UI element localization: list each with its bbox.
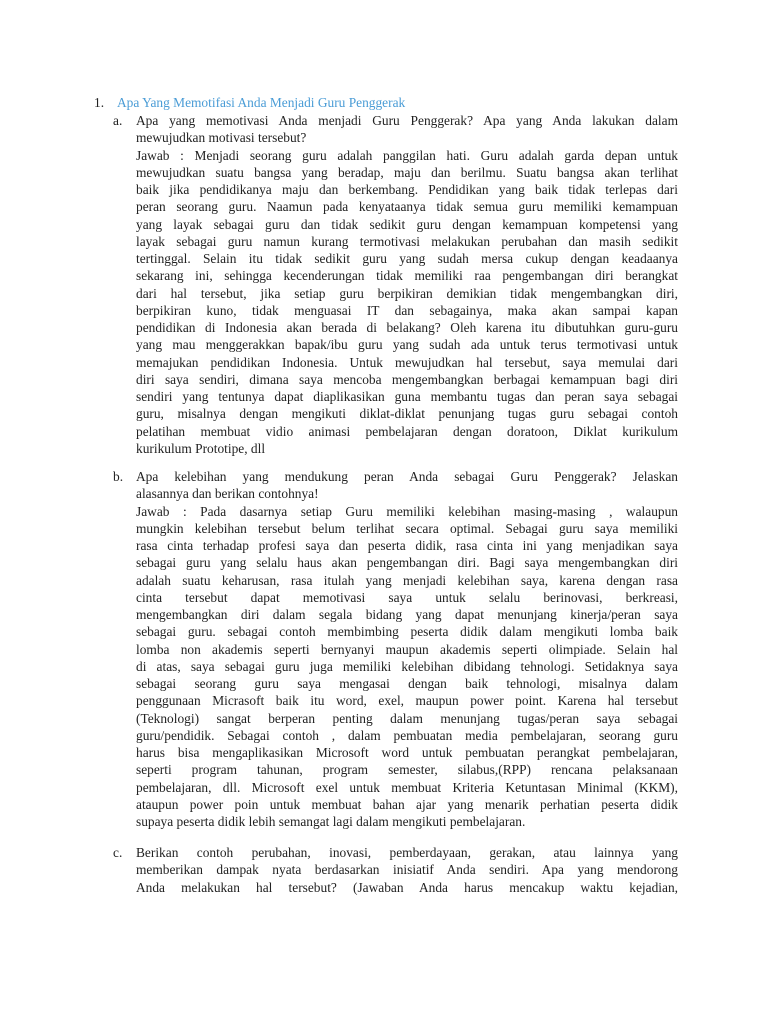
text-line: seperti program tahunan, program semester, silabus,(RPP) rencana pelaksanaan bbox=[136, 762, 678, 778]
text-line: mengembangkan diri dalam segala bidang yang dapat menunjang kinerja/peran saya bbox=[136, 607, 678, 622]
text-line: (Teknologi) sangat berperan penting dalam menunjang tugas/peran saya sebagai bbox=[136, 710, 678, 726]
text-line: sekarang ini, sehingga kecenderungan tidak memiliki raa pengembangan diri berangkat bbox=[136, 268, 678, 284]
item-body bbox=[136, 468, 678, 830]
text-line: supaya peserta didik lebih semangat lagi dalam mengikuti pembelajaran. bbox=[136, 814, 526, 829]
text-line: yang layak sebagai guru dan tidak sedikit guru dengan kemampuan kompetensi yang bbox=[136, 216, 678, 232]
text-line: alasannya dan berikan contohnya! bbox=[136, 486, 319, 502]
text-line: penggunaan Micrasoft baik itu word, exel, maupun power point. Karena hal tersebut bbox=[136, 693, 678, 709]
text-line: cinta tersebut dapat memotivasi saya untuk selalu berinovasi, berkreasi, bbox=[136, 589, 678, 605]
text-line: lomba non akademis seperti bernyanyi maupun akademis seperti olimpiade. Selain hal bbox=[136, 641, 678, 657]
text-line: sebagai seorang guru saya mengasai dengan baik tehnologi, misalnya dalam bbox=[136, 676, 678, 691]
text-line: Anda melakukan hal tersebut? (Jawaban Anda harus mencakup waktu kejadian, bbox=[136, 879, 678, 895]
text-line: memajukan pendidikan Indonesia. Untuk mewujudkan hal tersebut, saya memulai dari bbox=[136, 354, 678, 370]
text-line: harus bisa mengaplikasikan Microsoft word untuk pembuatan perangkat pembelajaran, bbox=[136, 745, 678, 760]
text-line: mungkin kelebihan tersebut belum terlihat secara optimal. Sebagai guru saya memiliki bbox=[136, 520, 678, 536]
text-line: guru/pendidik. Sebagai contoh , dalam pembuatan media pembelajaran, seorang guru bbox=[136, 727, 678, 743]
text-line: pendidikan di Indonesia akan berada di belakang? Oleh karena itu dibutuhkan guru-guru bbox=[136, 320, 678, 335]
text-line: pembelajaran, dll. Microsoft exel untuk membuat Kriteria Ketuntasan Minimal (KKM), bbox=[136, 779, 678, 795]
text-line: berpikiran kuno, tidak menguasai IT dan sebagainya, maka akan sampai kapan bbox=[136, 302, 678, 318]
heading-title: Apa Yang Memotifasi Anda Menjadi Guru Penggerak bbox=[117, 95, 406, 110]
text-line: mewujudkan suatu bangsa yang beradap, maju dan berilmu. Suatu bangsa akan terlihat bbox=[136, 164, 678, 180]
text-line: Berikan contoh perubahan, inovasi, pemberdayaan, gerakan, atau lainnya yang bbox=[136, 845, 678, 860]
text-line: ataupun power poin untuk membuat bahan ajar yang menarik perhatian peserta didik bbox=[136, 796, 678, 812]
text-line: guru, misalnya dengan mengikuti diklat-diklat penunjang tugas guru sebagai contoh bbox=[136, 406, 678, 422]
heading-number: 1. bbox=[94, 95, 105, 110]
item-letter: b. bbox=[113, 469, 124, 484]
text-line: dari hal tersebut, jika setiap guru berpikiran demikian tidak mengembangkan diri, bbox=[136, 285, 678, 301]
item-body bbox=[136, 112, 678, 457]
text-line: yang mau menggerakkan bapak/ibu guru yang sudah ada untuk terus termotivasi untuk bbox=[136, 337, 678, 353]
item-body bbox=[136, 844, 678, 896]
text-line: Jawab : Pada dasarnya setiap Guru memiliki kelebihan masing-masing , walaupun bbox=[136, 503, 678, 519]
text-line: diri saya sendiri, dimana saya mencoba mengembangkan berbagai kemampuan bagi diri bbox=[136, 371, 678, 387]
text-line: rasa cinta terhadap profesi saya dan peserta didik, rasa cinta ini yang menjadikan saya bbox=[136, 538, 678, 553]
text-line: Apa kelebihan yang mendukung peran Anda sebagai Guru Penggerak? Jelaskan bbox=[136, 469, 678, 484]
text-line: Apa yang memotivasi Anda menjadi Guru Penggerak? Apa yang Anda lakukan dalam bbox=[136, 113, 678, 128]
text-line: sebagai guru yang selalu haus akan pengembangan diri. Bagi saya mengembangkan diri bbox=[136, 555, 678, 571]
text-line: adalah suatu keharusan, rasa itulah yang menjadi kelebihan saya, karena dengan rasa bbox=[136, 572, 678, 588]
text-line: di atas, saya sebagai guru juga memiliki kelebihan dibidang tehnologi. Setidaknya saya bbox=[136, 658, 678, 674]
text-line: layak sebagai guru namun kurang termotivasi melakukan perubahan dan masih sedikit bbox=[136, 233, 678, 249]
text-line: sebagai guru. sebagai contoh membimbing peserta didik dalam mengikuti lomba baik bbox=[136, 624, 678, 640]
text-line: tertinggal. Selain itu tidak sedikit guru yang sudah mersa cukup dengan keadaanya bbox=[136, 251, 678, 266]
text-line: peran seorang guru. Naamun pada kenyataanya tidak semua guru memiliki kemampuan bbox=[136, 199, 678, 215]
item-letter: c. bbox=[113, 845, 123, 860]
text-line: mewujudkan motivasi tersebut? bbox=[136, 130, 307, 146]
text-line: pelatihan membuat vidio animasi pembelajaran dengan doratoon, Diklat kurikulum bbox=[136, 423, 678, 439]
text-line: Jawab : Menjadi seorang guru adalah panggilan hati. Guru adalah garda depan untuk bbox=[136, 147, 678, 163]
text-line: memberikan dampak nyata berdasarkan inisiatif Anda sendiri. Apa yang mendorong bbox=[136, 862, 678, 878]
question-heading bbox=[94, 94, 405, 112]
text-line: sendiri yang tentunya dapat diaplikasikan guna membantu tugas dan peran saya sebagai bbox=[136, 389, 678, 404]
item-letter: a. bbox=[113, 113, 123, 128]
text-line: kurikulum Prototipe, dll bbox=[136, 440, 266, 456]
text-line: baik jika pendidikanya maju dan berkembang. Pendidikan yang baik tidak terlepas dari bbox=[136, 182, 678, 197]
